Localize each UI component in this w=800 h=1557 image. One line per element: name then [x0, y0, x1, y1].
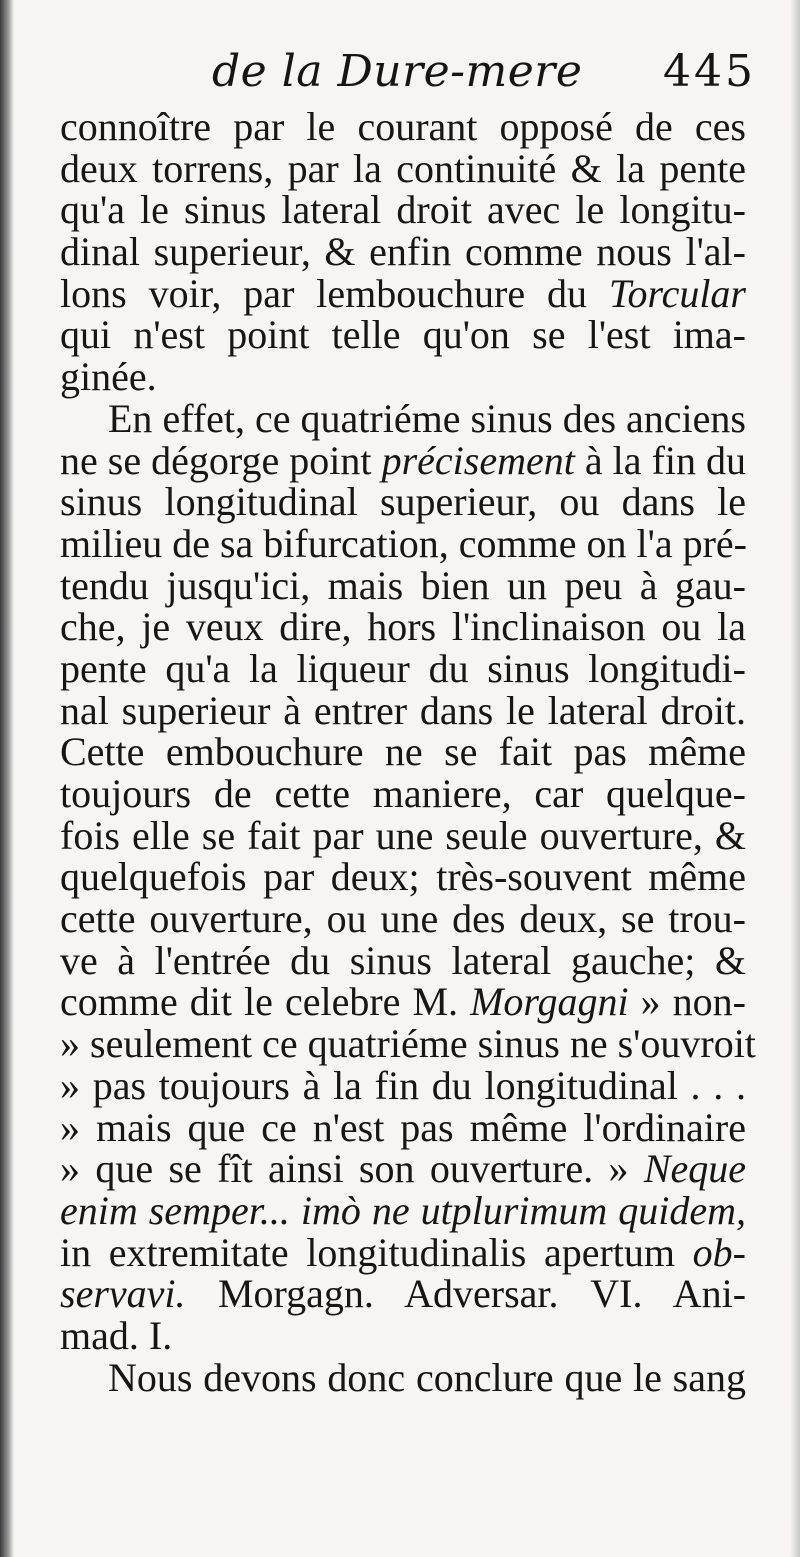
page-header: [60, 42, 756, 102]
paragraph-start: Nous devons donc conclure que le sang: [108, 1354, 746, 1400]
page-number: 445: [663, 46, 756, 97]
text-line: tendu jusqu'ici, mais bien un peu à gau-: [60, 562, 746, 608]
text-line: qu'a le sinus lateral droit avec le longitu-: [60, 187, 746, 233]
latin-quote-line: enim semper... imò ne utplurimum quidem,: [60, 1187, 746, 1233]
text-line: milieu de sa bifurcation, comme on l'a pré-: [60, 520, 747, 566]
italic-latin: ob-: [692, 1229, 746, 1275]
text-line: nal superieur à entrer dans le lateral droit.: [60, 687, 746, 733]
text-line: fois elle se fait par une seule ouverture, &: [60, 812, 746, 858]
text-line: toujours de cette maniere, car quelque-: [60, 771, 746, 816]
paragraph-start: En effet, ce quatriéme sinus des anciens: [108, 395, 746, 441]
text-line: sinus longitudinal superieur, ou dans le: [60, 479, 746, 525]
running-title: de la Dure-mere: [212, 46, 583, 97]
quote-line: » seulement ce quatriéme sinus ne s'ouvroit: [60, 1021, 756, 1067]
text-line: connoître par le courant opposé de ces: [60, 104, 746, 149]
text-line: che, je veux dire, hors l'inclinaison ou la: [60, 604, 746, 650]
text-line: ginée.: [60, 354, 157, 400]
citation-line: mad. I.: [60, 1312, 173, 1358]
italic-name: Morgagni: [470, 979, 629, 1025]
text-line: qui n'est point telle qu'on se l'est ima-: [60, 312, 746, 358]
text-line: dinal superieur, & enfin comme nous l'al-: [60, 229, 746, 275]
text-line: cette ouverture, ou une des deux, se trou-: [60, 896, 746, 942]
text-line: pente qu'a la liqueur du sinus longitudi-: [60, 645, 746, 691]
text-line: comme dit le celebre M. Morgagni » non-: [60, 979, 747, 1025]
text-line: ve à l'entrée du sinus lateral gauche; &: [60, 937, 746, 983]
text-line: lons voir, par lembouchure du Torcular: [60, 270, 746, 316]
text-line: deux torrens, par la continuité & la pente: [60, 145, 746, 191]
text-line: Cette embouchure ne se fait pas même: [60, 729, 746, 775]
italic-latin: Neque: [643, 1146, 747, 1192]
quote-line: » mais que ce n'est pas même l'ordinaire: [60, 1104, 746, 1150]
text-line: ne se dégorge point précisement à la fin du: [60, 437, 747, 483]
quote-line: » pas toujours à la fin du longitudinal . . .: [60, 1062, 746, 1108]
citation-line: servavi. Morgagn. Adversar. VI. Ani-: [60, 1271, 747, 1317]
italic-latin: servavi.: [60, 1271, 186, 1317]
italic-term: Torcular: [608, 270, 746, 316]
body-text: [60, 104, 756, 1400]
quote-line: » que se fît ainsi son ouverture. » Neque: [60, 1146, 747, 1192]
text-line: in extremitate longitudinalis apertum ob-: [60, 1229, 746, 1275]
italic-term: précisement: [381, 437, 575, 483]
text-line: quelquefois par deux; très-souvent même: [60, 854, 746, 900]
